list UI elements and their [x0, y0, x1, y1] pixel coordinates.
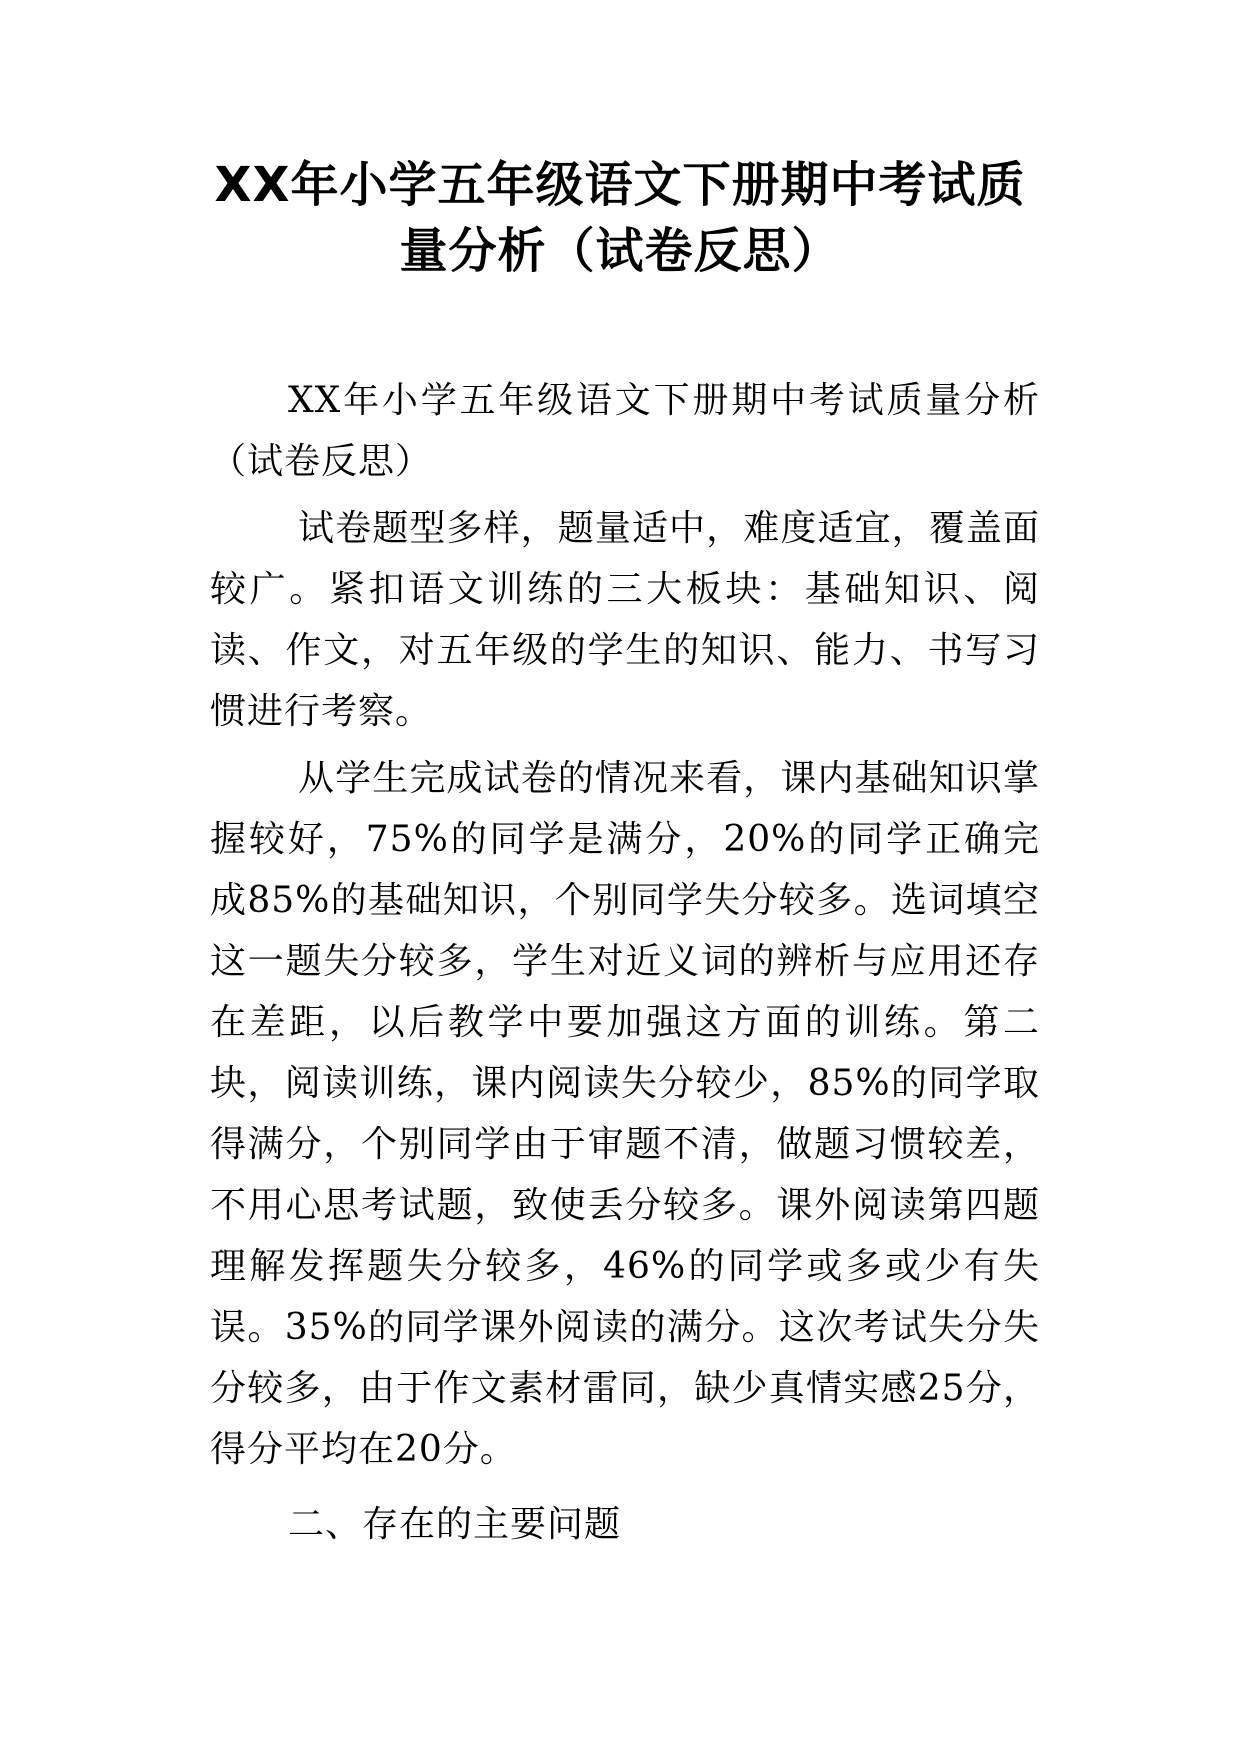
exam-overview-paragraph: 试卷题型多样，题量适中，难度适宜，覆盖面较广。紧扣语文训练的三大板块：基础知识、阅读、作文，对五年级的学生的知识、能力、书写习惯进行考察。 — [210, 508, 1040, 732]
document-title-line-2: 量分析（试卷反思） — [399, 223, 841, 279]
document-body — [210, 370, 1040, 1555]
document-title — [190, 152, 1050, 284]
document-title-line-1: XX年小学五年级语文下册期中考试质 — [214, 157, 1026, 213]
section-heading: 二、存在的主要问题 — [288, 1504, 622, 1545]
subtitle-paragraph: XX年小学五年级语文下册期中考试质量分析（试卷反思） — [210, 380, 1040, 482]
results-analysis-paragraph: 从学生完成试卷的情况来看，课内基础知识掌握较好，75%的同学是满分，20%的同学正确完成85%的基础知识，个别同学失分较多。选词填空这一题失分较多，学生对近义词的辨析与应用还存在差距，以后教学中要加强这方面的训练。第二块，阅读训练，课内阅读失分较少，85%的同学取得满分，个别同学由于审题不清，做题习惯较差，不用心思考试题，致使丢分较多。课外阅读第四题理解发挥题失分较多，46%的同学或多或少有失误。35%的同学课外阅读的满分。这次考试失分失分较多，由于作文素材雷同，缺少真情实感25分，得分平均在20分。 — [210, 758, 1040, 1470]
